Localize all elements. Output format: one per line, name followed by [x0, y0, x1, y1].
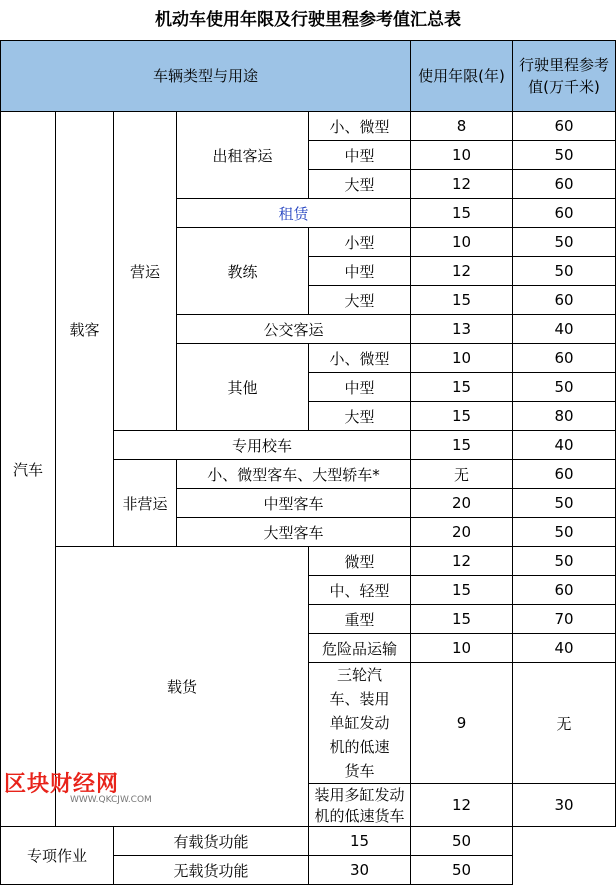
category-non-commercial: 非营运	[114, 460, 177, 547]
category-special: 专项作业	[1, 827, 114, 885]
row-label: 无载货功能	[114, 856, 309, 885]
row-label: 小、微型	[309, 112, 411, 141]
row-years: 10	[411, 228, 513, 257]
row-mileage: 50	[513, 257, 616, 286]
row-label: 中型	[309, 257, 411, 286]
row-label: 小、微型客车、大型轿车*	[177, 460, 411, 489]
row-mileage: 60	[513, 112, 616, 141]
row-years: 15	[411, 199, 513, 228]
row-label: 小、微型	[309, 344, 411, 373]
row-mileage: 40	[513, 634, 616, 663]
category-coach: 教练	[177, 228, 309, 315]
row-label: 微型	[309, 547, 411, 576]
header-years: 使用年限(年)	[411, 41, 513, 112]
header-mileage: 行驶里程参考 值(万千米)	[513, 41, 616, 112]
table-title: 机动车使用年限及行驶里程参考值汇总表	[0, 0, 616, 40]
row-years: 9	[411, 663, 513, 784]
row-years: 10	[411, 634, 513, 663]
row-mileage: 80	[513, 402, 616, 431]
row-label: 中型	[309, 141, 411, 170]
watermark-url: WWW.QKCJW.COM	[70, 795, 152, 805]
row-label: 大型客车	[177, 518, 411, 547]
row-mileage: 无	[513, 663, 616, 784]
category-commercial: 营运	[114, 112, 177, 431]
row-mileage: 60	[513, 576, 616, 605]
row-mileage: 60	[513, 286, 616, 315]
category-car: 汽车	[1, 112, 56, 827]
row-years: 30	[309, 856, 411, 885]
row-mileage: 40	[513, 315, 616, 344]
row-mileage: 50	[411, 827, 513, 856]
table-row	[1, 827, 616, 856]
row-label-rental: 租赁	[177, 199, 411, 228]
row-years: 15	[411, 605, 513, 634]
row-years: 20	[411, 518, 513, 547]
row-mileage: 50	[513, 228, 616, 257]
row-years: 12	[411, 170, 513, 199]
row-years: 20	[411, 489, 513, 518]
header-type-usage: 车辆类型与用途	[1, 41, 411, 112]
row-years: 12	[411, 784, 513, 827]
row-label: 危险品运输	[309, 634, 411, 663]
row-label: 装用多缸发动机的低速货车	[309, 784, 411, 827]
vehicle-lifespan-table	[0, 40, 616, 885]
row-mileage: 50	[513, 547, 616, 576]
row-mileage: 50	[513, 518, 616, 547]
row-mileage: 70	[513, 605, 616, 634]
row-mileage: 60	[513, 170, 616, 199]
row-years: 12	[411, 547, 513, 576]
row-mileage: 50	[513, 373, 616, 402]
row-years: 无	[411, 460, 513, 489]
category-taxi: 出租客运	[177, 112, 309, 199]
row-label: 专用校车	[114, 431, 411, 460]
row-years: 12	[411, 257, 513, 286]
watermark-text: 区块财经网	[4, 772, 120, 797]
row-label: 大型	[309, 402, 411, 431]
row-years: 15	[411, 576, 513, 605]
row-mileage: 50	[513, 489, 616, 518]
row-label: 有载货功能	[114, 827, 309, 856]
row-years: 10	[411, 141, 513, 170]
row-mileage: 60	[513, 460, 616, 489]
row-mileage: 60	[513, 199, 616, 228]
category-other: 其他	[177, 344, 309, 431]
table-header-row	[1, 41, 616, 112]
row-label: 三轮汽车、装用单缸发动机的低速货车	[309, 663, 411, 784]
row-label: 大型	[309, 170, 411, 199]
row-years: 15	[411, 286, 513, 315]
row-years: 15	[411, 402, 513, 431]
site-watermark	[0, 763, 160, 809]
row-mileage: 30	[513, 784, 616, 827]
category-passenger: 载客	[56, 112, 114, 547]
row-label: 中型	[309, 373, 411, 402]
category-cargo: 载货	[56, 547, 309, 827]
row-mileage: 50	[411, 856, 513, 885]
row-label: 重型	[309, 605, 411, 634]
row-mileage: 60	[513, 344, 616, 373]
row-years: 15	[411, 373, 513, 402]
row-years: 13	[411, 315, 513, 344]
row-label: 中型客车	[177, 489, 411, 518]
row-years: 15	[309, 827, 411, 856]
row-years: 8	[411, 112, 513, 141]
table-row	[1, 547, 616, 576]
row-label: 大型	[309, 286, 411, 315]
table-row	[1, 112, 616, 141]
row-label: 中、轻型	[309, 576, 411, 605]
row-mileage: 40	[513, 431, 616, 460]
row-label: 公交客运	[177, 315, 411, 344]
row-years: 15	[411, 431, 513, 460]
row-mileage: 50	[513, 141, 616, 170]
row-years: 10	[411, 344, 513, 373]
row-label: 小型	[309, 228, 411, 257]
